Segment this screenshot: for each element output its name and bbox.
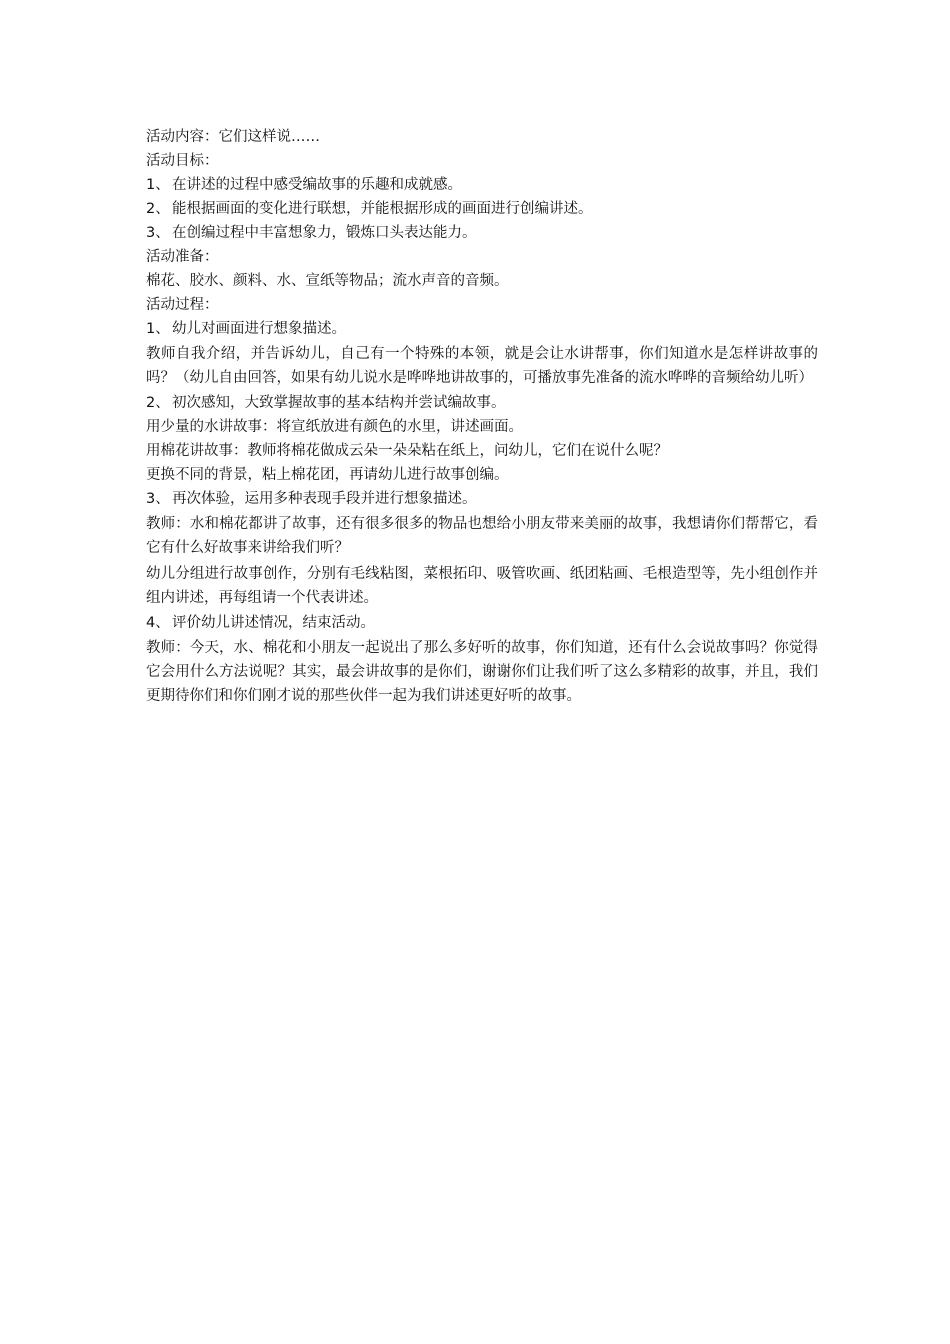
process-heading: 活动过程： [146,297,219,313]
goal-text: 能根据画面的变化进行联想，并能根据形成的画面进行创编讲述。 [172,201,593,217]
goal-number: 1、 [146,177,170,193]
goal-number: 3、 [146,225,170,241]
goal-item [146,222,818,244]
step2-line: 用少量的水讲故事：将宣纸放进有颜色的水里，讲述画面。 [146,419,523,435]
activity-title: 活动内容：它们这样说…… [146,129,320,145]
step1-paragraph: 教师自我介绍，并告诉幼儿，自己有一个特殊的本领，就是会让水讲帮事，你们知道水是怎样讲故事的吗？（幼儿自由回答，如果有幼儿说水是哗哗地讲故事的，可播放事先准备的流水哗哗的音频给幼儿听） [146,346,818,386]
step-heading [146,392,818,414]
step2-line: 更换不同的背景，粘上棉花团，再请幼儿进行故事创编。 [146,467,509,483]
step-number: 4、 [146,615,170,631]
step-text: 再次体验，运用多种表现手段并进行想象描述。 [172,491,477,507]
goal-item [146,174,818,196]
step-text: 初次感知，大致掌握故事的基本结构并尝试编故事。 [172,395,506,411]
document-body [146,126,818,710]
goal-number: 2、 [146,201,170,217]
step-text: 幼儿对画面进行想象描述。 [172,321,346,337]
goal-text: 在讲述的过程中感受编故事的乐趣和成就感。 [172,177,462,193]
goal-text: 在创编过程中丰富想象力，锻炼口头表达能力。 [172,225,477,241]
step-text: 评价幼儿讲述情况，结束活动。 [172,615,375,631]
goals-heading: 活动目标： [146,153,219,169]
step-heading [146,318,818,340]
prep-text: 棉花、胶水、颜料、水、宣纸等物品；流水声音的音频。 [146,273,509,289]
step-number: 3、 [146,491,170,507]
goal-item [146,198,818,220]
step-heading [146,488,818,510]
step3-paragraph-1: 教师：水和棉花都讲了故事，还有很多很多的物品也想给小朋友带来美丽的故事，我想请你们帮帮它，看它有什么好故事来讲给我们听？ [146,516,818,556]
step-number: 2、 [146,395,170,411]
step-number: 1、 [146,321,170,337]
step-heading [146,612,818,634]
step4-paragraph: 教师：今天，水、棉花和小朋友一起说出了那么多好听的故事，你们知道，还有什么会说故事吗？你觉得它会用什么方法说呢？其实，最会讲故事的是你们，谢谢你们让我们听了这么多精彩的故事，并且，我们更期待你们和你们刚才说的那些伙伴一起为我们讲述更好听的故事。 [146,640,818,704]
step2-line: 用棉花讲故事：教师将棉花做成云朵一朵朵粘在纸上，问幼儿，它们在说什么呢？ [146,443,668,459]
prep-heading: 活动准备： [146,249,219,265]
step3-paragraph-2: 幼儿分组进行故事创作，分别有毛线粘图，菜根拓印、吸管吹画、纸团粘画、毛根造型等，先小组创作并组内讲述，再每组请一个代表讲述。 [146,566,818,606]
